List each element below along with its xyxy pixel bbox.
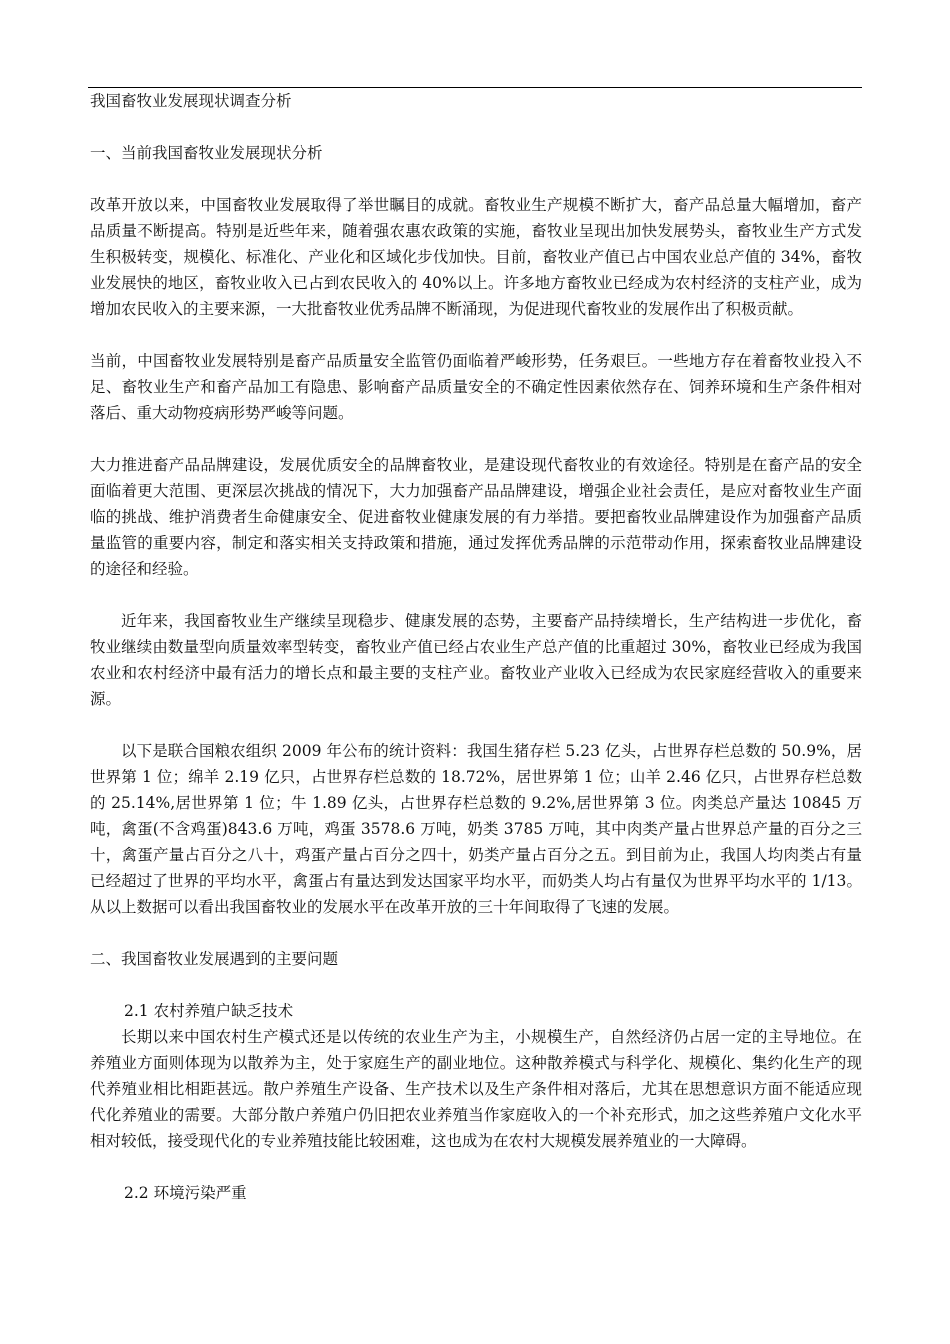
document-title: 我国畜牧业发展现状调查分析 <box>90 92 292 110</box>
section-2-heading: 二、我国畜牧业发展遇到的主要问题 <box>90 950 339 968</box>
document-page <box>90 88 862 1206</box>
section-1-paragraph-5: 以下是联合国粮农组织 2009 年公布的统计资料：我国生猪存栏 5.23 亿头，占世界存栏总数的 50.9%，居世界第 1 位；绵羊 2.19 亿只，占世界存栏总数的 18.72%，居世界第 1 位；山羊 2.46 亿只，占世界存栏总数的 25.14%,居世界第 1 位；牛 1.89 亿头，占世界存栏总数的 9.2%,居世界第 3 位。肉类总产量达 10845 万吨，禽蛋(不含鸡蛋)843.6 万吨，鸡蛋 3578.6 万吨，奶类 3785 万吨，其中肉类产量占世界总产量的百分之三十，禽蛋产量占百分之八十，鸡蛋产量占百分之四十，奶类产量占百分之五。到目前为止，我国人均肉类占有量已经超过了世界的平均水平，禽蛋占有量达到发达国家平均水平，而奶类人均占有量仅为世界平均水平的 1/13。从以上数据可以看出我国畜牧业的发展水平在改革开放的三十年间取得了飞速的发展。 <box>90 742 862 916</box>
subsection-2-1-heading: 2.1 农村养殖户缺乏技术 <box>124 1002 294 1020</box>
section-1-paragraph-3: 大力推进畜产品品牌建设，发展优质安全的品牌畜牧业，是建设现代畜牧业的有效途径。特别是在畜产品的安全面临着更大范围、更深层次挑战的情况下，大力加强畜产品品牌建设，增强企业社会责任，是应对畜牧业生产面临的挑战、维护消费者生命健康安全、促进畜牧业健康发展的有力举措。要把畜牧业品牌建设作为加强畜产品质量监管的重要内容，制定和落实相关支持政策和措施，通过发挥优秀品牌的示范带动作用，探索畜牧业品牌建设的途径和经验。 <box>90 456 862 578</box>
section-1-paragraph-1: 改革开放以来，中国畜牧业发展取得了举世瞩目的成就。畜牧业生产规模不断扩大，畜产品总量大幅增加，畜产品质量不断提高。特别是近些年来，随着强农惠农政策的实施，畜牧业呈现出加快发展势头，畜牧业生产方式发生积极转变，规模化、标准化、产业化和区域化步伐加快。目前，畜牧业产值已占中国农业总产值的 34%，畜牧业发展快的地区，畜牧业收入已占到农民收入的 40%以上。许多地方畜牧业已经成为农村经济的支柱产业，成为增加农民收入的主要来源，一大批畜牧业优秀品牌不断涌现，为促进现代畜牧业的发展作出了积极贡献。 <box>90 196 862 318</box>
subsection-2-1-paragraph: 长期以来中国农村生产模式还是以传统的农业生产为主，小规模生产，自然经济仍占居一定的主导地位。在养殖业方面则体现为以散养为主，处于家庭生产的副业地位。这种散养模式与科学化、规模化、集约化生产的现代养殖业相比相距甚远。散户养殖生产设备、生产技术以及生产条件相对落后，尤其在思想意识方面不能适应现代化养殖业的需要。大部分散户养殖户仍旧把农业养殖当作家庭收入的一个补充形式，加之这些养殖户文化水平相对较低，接受现代化的专业养殖技能比较困难，这也成为在农村大规模发展养殖业的一大障碍。 <box>90 1028 862 1150</box>
section-1-paragraph-2: 当前，中国畜牧业发展特别是畜产品质量安全监管仍面临着严峻形势，任务艰巨。一些地方存在着畜牧业投入不足、畜牧业生产和畜产品加工有隐患、影响畜产品质量安全的不确定性因素依然存在、饲养环境和生产条件相对落后、重大动物疫病形势严峻等问题。 <box>90 352 862 422</box>
subsection-2-2-heading: 2.2 环境污染严重 <box>124 1184 247 1202</box>
section-1-heading: 一、当前我国畜牧业发展现状分析 <box>90 144 323 162</box>
section-1-paragraph-4: 近年来，我国畜牧业生产继续呈现稳步、健康发展的态势，主要畜产品持续增长，生产结构进一步优化，畜牧业继续由数量型向质量效率型转变，畜牧业产值已经占农业生产总产值的比重超过 30%，畜牧业已经成为我国农业和农村经济中最有活力的增长点和最主要的支柱产业。畜牧业产业收入已经成为农民家庭经营收入的重要来源。 <box>90 612 862 708</box>
